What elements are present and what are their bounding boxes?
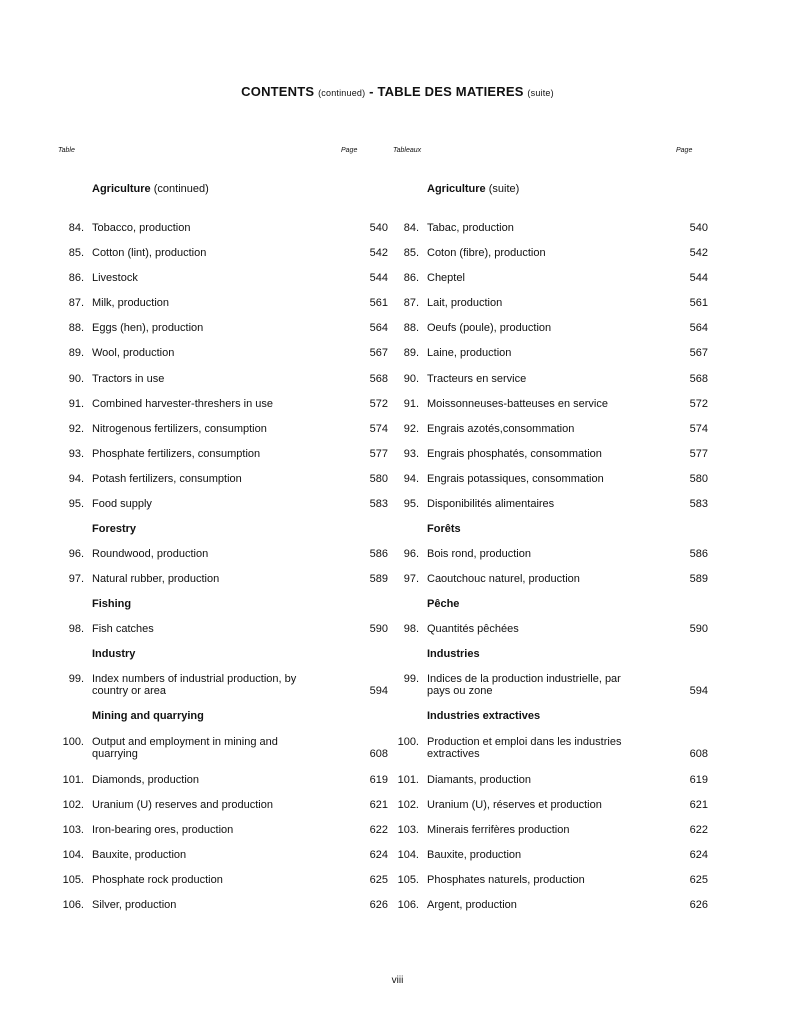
entry-label xyxy=(427,222,650,234)
section-label: Fishing xyxy=(92,598,132,610)
section-suffix: (continued) xyxy=(153,183,209,195)
entry-label xyxy=(92,849,330,861)
entry-label xyxy=(427,423,650,435)
entry-number: 106. xyxy=(62,899,84,911)
entry-page: 564 xyxy=(689,322,708,334)
entry-label-text: Cotton (lint), production xyxy=(92,247,209,259)
section-label: Forestry xyxy=(92,523,137,535)
section-forets xyxy=(427,523,461,535)
entry-page: 580 xyxy=(369,473,388,485)
entry-number: 94. xyxy=(403,473,419,485)
entry-number: 97. xyxy=(68,573,84,585)
entry-number: 94. xyxy=(68,473,84,485)
entry-label-text: Roundwood, production xyxy=(92,548,211,560)
entry-label-text: Tracteurs en service xyxy=(427,373,529,385)
entry-number: 106. xyxy=(397,899,419,911)
entry-page: 567 xyxy=(369,347,388,359)
entry-page: 624 xyxy=(369,849,388,861)
entry-label-line2 xyxy=(427,685,650,697)
entry-label-text: Engrais phosphatés, consommation xyxy=(427,448,605,460)
entry-page: 561 xyxy=(689,297,708,309)
entry-label-line2 xyxy=(92,685,330,697)
entry-number: 96. xyxy=(403,548,419,560)
entry-label xyxy=(92,623,330,635)
entry-label-text: Livestock xyxy=(92,272,141,284)
section-label: Industries extractives xyxy=(427,710,541,722)
entry-label-text: Minerais ferrifères production xyxy=(427,824,572,836)
entry-label-text: Tobacco, production xyxy=(92,222,193,234)
entry-label-text: Tractors in use xyxy=(92,373,167,385)
entry-page: 572 xyxy=(369,398,388,410)
entry-page: 561 xyxy=(369,297,388,309)
entry-label xyxy=(427,774,650,786)
entry-page: 568 xyxy=(369,373,388,385)
entry-label xyxy=(427,347,650,359)
title-dash: - xyxy=(365,84,378,99)
entry-number: 89. xyxy=(403,347,419,359)
entry-label-text: Coton (fibre), production xyxy=(427,247,549,259)
entry-label xyxy=(427,573,650,585)
section-industries xyxy=(427,648,480,660)
entry-label xyxy=(92,347,330,359)
entry-number: 93. xyxy=(403,448,419,460)
entry-number: 92. xyxy=(403,423,419,435)
entry-number: 99. xyxy=(68,673,84,685)
entry-label-text: country or area xyxy=(92,685,169,697)
entry-number: 99. xyxy=(403,673,419,685)
entry-number: 104. xyxy=(397,849,419,861)
entry-number: 85. xyxy=(68,247,84,259)
page-title xyxy=(0,84,795,99)
entry-label-text: Oeufs (poule), production xyxy=(427,322,554,334)
section-forestry xyxy=(92,523,136,535)
entry-number: 100. xyxy=(62,736,84,748)
section-label: Industries xyxy=(427,648,480,660)
section-industries-extractives xyxy=(427,710,540,722)
entry-page: 608 xyxy=(369,748,388,760)
entry-number: 102. xyxy=(62,799,84,811)
entry-label xyxy=(92,824,330,836)
entry-number: 91. xyxy=(403,398,419,410)
section-fishing xyxy=(92,598,131,610)
entry-number: 101. xyxy=(397,774,419,786)
entry-page: 577 xyxy=(689,448,708,460)
entry-number: 86. xyxy=(403,272,419,284)
entry-label-text: Diamants, production xyxy=(427,774,534,786)
entry-page: 625 xyxy=(689,874,708,886)
entry-label-text: pays ou zone xyxy=(427,685,495,697)
entry-label xyxy=(427,849,650,861)
entry-number: 103. xyxy=(62,824,84,836)
entry-label-line2 xyxy=(92,748,330,760)
entry-label xyxy=(427,874,650,886)
entry-page: 619 xyxy=(369,774,388,786)
title-continued: (continued) xyxy=(318,88,366,98)
entry-page: 621 xyxy=(369,799,388,811)
entry-label xyxy=(92,799,330,811)
entry-number: 84. xyxy=(403,222,419,234)
entry-label-line1: Index numbers of industrial production, by xyxy=(92,673,297,685)
entry-page: 589 xyxy=(689,573,708,585)
entry-page: 619 xyxy=(689,774,708,786)
entry-label-text: quarrying xyxy=(92,748,141,760)
entry-label-text: Engrais azotés,consommation xyxy=(427,423,577,435)
entry-number: 95. xyxy=(68,498,84,510)
entry-label xyxy=(427,799,650,811)
entry-number: 88. xyxy=(68,322,84,334)
entry-label-text: Fish catches xyxy=(92,623,157,635)
entry-number: 101. xyxy=(62,774,84,786)
entry-label xyxy=(427,297,650,309)
section-agriculture-fr xyxy=(427,183,519,195)
entry-label xyxy=(427,398,650,410)
section-label: Mining and quarrying xyxy=(92,710,204,722)
entry-label-text: Bauxite, production xyxy=(92,849,189,861)
entry-page: 625 xyxy=(369,874,388,886)
entry-label-text: Eggs (hen), production xyxy=(92,322,206,334)
entry-page: 621 xyxy=(689,799,708,811)
left-page-header: Page xyxy=(341,147,358,154)
entry-label xyxy=(427,448,650,460)
entry-label xyxy=(92,573,330,585)
entry-page: 580 xyxy=(689,473,708,485)
entry-page: 572 xyxy=(689,398,708,410)
entry-label-text: extractives xyxy=(427,748,483,760)
entry-label xyxy=(427,322,650,334)
entry-page: 564 xyxy=(369,322,388,334)
entry-label-text: Silver, production xyxy=(92,899,179,911)
entry-page: 626 xyxy=(369,899,388,911)
entry-page: 594 xyxy=(689,685,708,697)
right-table-header: Tableaux xyxy=(393,147,422,154)
entry-label xyxy=(92,899,330,911)
entry-number: 93. xyxy=(68,448,84,460)
entry-number: 87. xyxy=(68,297,84,309)
entry-number: 100. xyxy=(397,736,419,748)
entry-label xyxy=(92,222,330,234)
entry-page: 624 xyxy=(689,849,708,861)
section-mining xyxy=(92,710,204,722)
entry-page: 540 xyxy=(689,222,708,234)
entry-label-text: Phosphate rock production xyxy=(92,874,226,886)
entry-number: 86. xyxy=(68,272,84,284)
entry-label-text: Milk, production xyxy=(92,297,172,309)
entry-label-text: Food supply xyxy=(92,498,155,510)
entry-label xyxy=(92,498,330,510)
entry-number: 92. xyxy=(68,423,84,435)
entry-label xyxy=(92,548,330,560)
entry-page: 590 xyxy=(689,623,708,635)
entry-page: 586 xyxy=(689,548,708,560)
entry-number: 98. xyxy=(68,623,84,635)
entry-number: 95. xyxy=(403,498,419,510)
entry-number: 104. xyxy=(62,849,84,861)
entry-number: 105. xyxy=(62,874,84,886)
entry-label xyxy=(92,398,330,410)
entry-number: 98. xyxy=(403,623,419,635)
entry-page: 574 xyxy=(369,423,388,435)
entry-label xyxy=(92,322,330,334)
entry-number: 96. xyxy=(68,548,84,560)
entry-label xyxy=(427,824,650,836)
entry-label-line1: Production et emploi dans les industries xyxy=(427,736,622,748)
entry-label-text: Bois rond, production xyxy=(427,548,534,560)
entry-label-text: Moissonneuses-batteuses en service xyxy=(427,398,611,410)
section-agriculture xyxy=(92,183,209,195)
entry-page: 586 xyxy=(369,548,388,560)
entry-label xyxy=(427,548,650,560)
entry-page: 622 xyxy=(689,824,708,836)
entry-number: 102. xyxy=(397,799,419,811)
entry-page: 544 xyxy=(689,272,708,284)
entry-page: 608 xyxy=(689,748,708,760)
entry-label-text: Uranium (U), réserves et production xyxy=(427,799,605,811)
entry-page: 544 xyxy=(369,272,388,284)
title-suite: (suite) xyxy=(527,88,554,98)
entry-label-text: Cheptel xyxy=(427,272,468,284)
entry-number: 103. xyxy=(397,824,419,836)
entry-label xyxy=(92,774,330,786)
entry-label xyxy=(92,423,330,435)
entry-label xyxy=(92,874,330,886)
entry-label xyxy=(92,297,330,309)
entry-label xyxy=(427,623,650,635)
entry-label-text: Uranium (U) reserves and production xyxy=(92,799,276,811)
entry-number: 84. xyxy=(68,222,84,234)
entry-label-text: Combined harvester-threshers in use xyxy=(92,398,276,410)
entry-page: 567 xyxy=(689,347,708,359)
entry-label-text: Engrais potassiques, consommation xyxy=(427,473,607,485)
entry-page: 542 xyxy=(369,247,388,259)
entry-label xyxy=(427,899,650,911)
entry-number: 91. xyxy=(68,398,84,410)
entry-label-text: Wool, production xyxy=(92,347,177,359)
entry-number: 89. xyxy=(68,347,84,359)
entry-label xyxy=(427,373,650,385)
left-table-header: Table xyxy=(58,147,75,154)
entry-page: 622 xyxy=(369,824,388,836)
entry-label-text: Tabac, production xyxy=(427,222,517,234)
entry-label-text: Lait, production xyxy=(427,297,505,309)
section-label: Pêche xyxy=(427,598,460,610)
entry-number: 88. xyxy=(403,322,419,334)
entry-label xyxy=(92,272,330,284)
entry-label-text: Caoutchouc naturel, production xyxy=(427,573,583,585)
entry-label-text: Natural rubber, production xyxy=(92,573,222,585)
entry-page: 594 xyxy=(369,685,388,697)
entry-page: 583 xyxy=(689,498,708,510)
entry-label-line1: Indices de la production industrielle, par xyxy=(427,673,621,685)
section-industry xyxy=(92,648,135,660)
entry-label-text: Laine, production xyxy=(427,347,514,359)
entry-label-text: Quantités pêchées xyxy=(427,623,522,635)
entry-label xyxy=(427,247,650,259)
entry-label xyxy=(92,247,330,259)
entry-label xyxy=(92,373,330,385)
entry-label xyxy=(92,473,330,485)
entry-label-text: Phosphates naturels, production xyxy=(427,874,588,886)
entry-label-text: Bauxite, production xyxy=(427,849,524,861)
entry-page: 583 xyxy=(369,498,388,510)
section-peche xyxy=(427,598,459,610)
entry-number: 90. xyxy=(403,373,419,385)
title-contents: CONTENTS xyxy=(241,84,315,99)
entry-page: 590 xyxy=(369,623,388,635)
entry-number: 87. xyxy=(403,297,419,309)
entry-page: 540 xyxy=(369,222,388,234)
entry-page: 542 xyxy=(689,247,708,259)
entry-page: 574 xyxy=(689,423,708,435)
entry-label-line1: Output and employment in mining and xyxy=(92,736,278,748)
entry-label-text: Nitrogenous fertilizers, consumption xyxy=(92,423,270,435)
entry-label xyxy=(427,473,650,485)
entry-page: 568 xyxy=(689,373,708,385)
entry-page: 577 xyxy=(369,448,388,460)
entry-number: 90. xyxy=(68,373,84,385)
entry-label xyxy=(427,272,650,284)
entry-page: 626 xyxy=(689,899,708,911)
entry-label xyxy=(92,448,330,460)
page-number: viii xyxy=(391,975,404,986)
section-suffix: (suite) xyxy=(488,183,520,195)
entry-label-text: Argent, production xyxy=(427,899,520,911)
section-label: Agriculture xyxy=(92,183,151,195)
entry-label-text: Phosphate fertilizers, consumption xyxy=(92,448,263,460)
section-label: Industry xyxy=(92,648,136,660)
entry-number: 105. xyxy=(397,874,419,886)
entry-number: 85. xyxy=(403,247,419,259)
entry-number: 97. xyxy=(403,573,419,585)
entry-label xyxy=(427,498,650,510)
entry-label-text: Iron-bearing ores, production xyxy=(92,824,236,836)
entry-label-text: Diamonds, production xyxy=(92,774,202,786)
entry-page: 589 xyxy=(369,573,388,585)
right-page-header: Page xyxy=(676,147,693,154)
section-label: Forêts xyxy=(427,523,461,535)
entry-label-text: Potash fertilizers, consumption xyxy=(92,473,245,485)
entry-label-line2 xyxy=(427,748,650,760)
title-table-des-matieres: TABLE DES MATIERES xyxy=(377,84,524,99)
entry-label-text: Disponibilités alimentaires xyxy=(427,498,557,510)
section-label: Agriculture xyxy=(427,183,486,195)
